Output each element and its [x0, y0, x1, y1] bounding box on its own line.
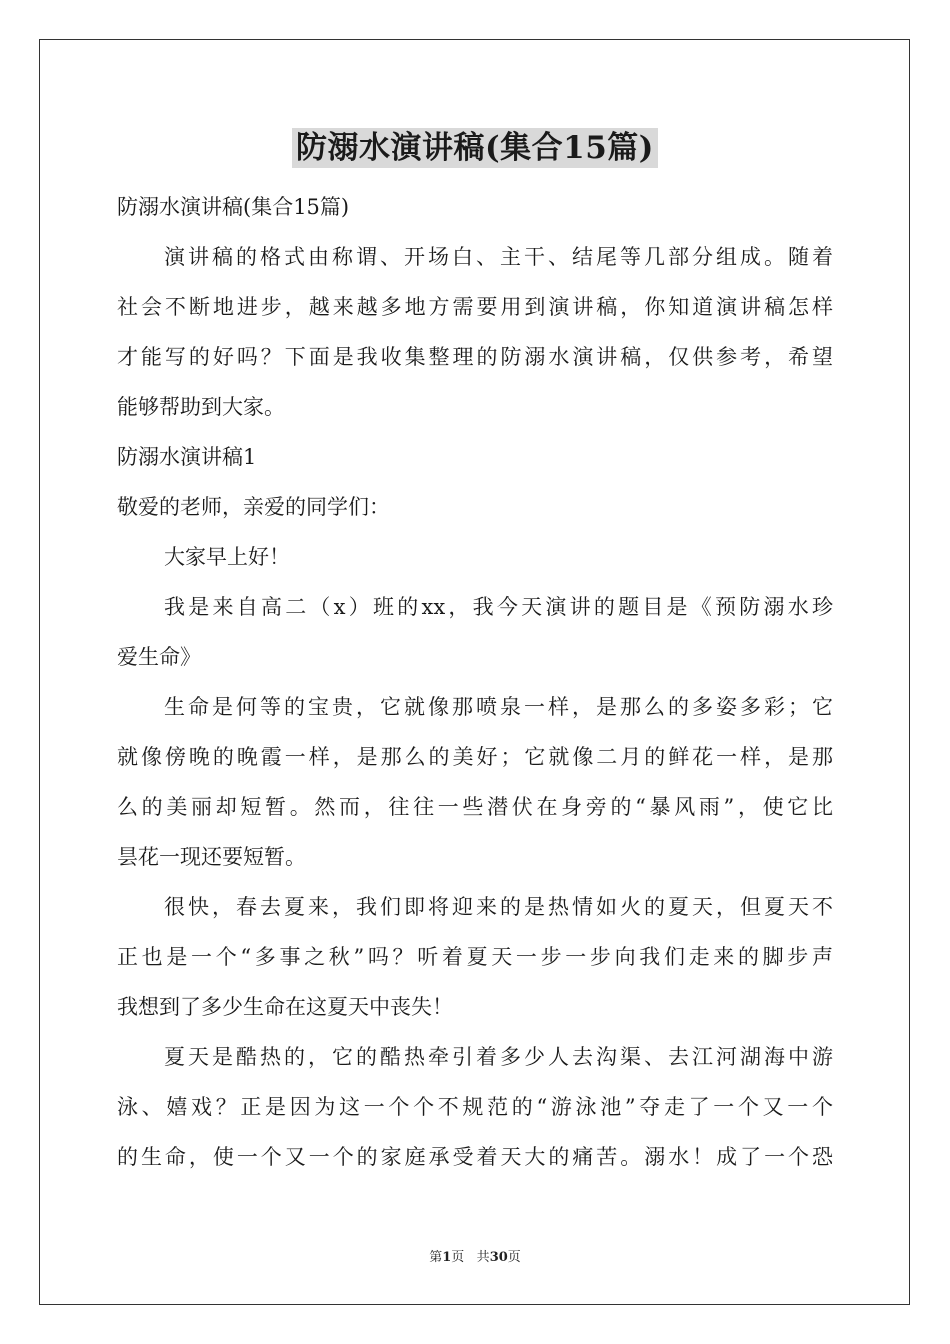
text-line: 昙花一现还要短暂。: [117, 845, 306, 869]
text-line: 就像傍晚的晚霞一样，是那么的美好；它就像二月的鲜花一样，是那: [117, 745, 833, 769]
page-number: 1: [442, 1250, 452, 1265]
document-body: [117, 182, 833, 1182]
text-line: 社会不断地进步，越来越多地方需要用到演讲稿，你知道演讲稿怎样: [117, 295, 833, 319]
text-line: 么的美丽却短暂。然而，往往一些潜伏在身旁的“暴风雨”，使它比: [117, 795, 833, 819]
text-line: 的生命，使一个又一个的家庭承受着天大的痛苦。溺水！成了一个恐: [117, 1145, 833, 1169]
text-line: 才能写的好吗？下面是我收集整理的防溺水演讲稿，仅供参考，希望: [117, 345, 833, 369]
text-line: 我想到了多少生命在这夏天中丧失！: [117, 995, 453, 1019]
text-line: 防溺水演讲稿(集合15篇): [117, 195, 350, 219]
text-line: 夏天是酷热的，它的酷热牵引着多少人去沟渠、去江河湖海中游: [164, 1045, 833, 1069]
text-line: 防溺水演讲稿1: [117, 445, 257, 469]
text-line: 爱生命》: [117, 645, 201, 669]
text-line: 很快，春去夏来，我们即将迎来的是热情如火的夏天，但夏天不: [164, 895, 833, 919]
text-line: 能够帮助到大家。: [117, 395, 285, 419]
text-line: 敬爱的老师，亲爱的同学们：: [117, 495, 390, 519]
text-line: 生命是何等的宝贵，它就像那喷泉一样，是那么的多姿多彩；它: [164, 695, 833, 719]
total-pages: 30: [489, 1250, 508, 1265]
total-suffix: 页: [507, 1250, 521, 1265]
page-footer: [0, 1246, 950, 1265]
title-container: [0, 128, 950, 168]
text-line: 演讲稿的格式由称谓、开场白、主干、结尾等几部分组成。随着: [164, 245, 833, 269]
page-prefix: 第: [429, 1250, 443, 1265]
text-line: 大家早上好！: [164, 545, 290, 569]
page-suffix: 页: [451, 1250, 465, 1265]
text-line: 正也是一个“多事之秋”吗？听着夏天一步一步向我们走来的脚步声: [117, 945, 833, 969]
text-line: 我是来自高二（x）班的xx，我今天演讲的题目是《预防溺水珍: [164, 595, 833, 619]
text-line: 泳、嬉戏？正是因为这一个个不规范的“游泳池”夺走了一个又一个: [117, 1095, 833, 1119]
total-prefix: 共: [476, 1250, 490, 1265]
document-title: 防溺水演讲稿(集合15篇): [292, 128, 658, 168]
